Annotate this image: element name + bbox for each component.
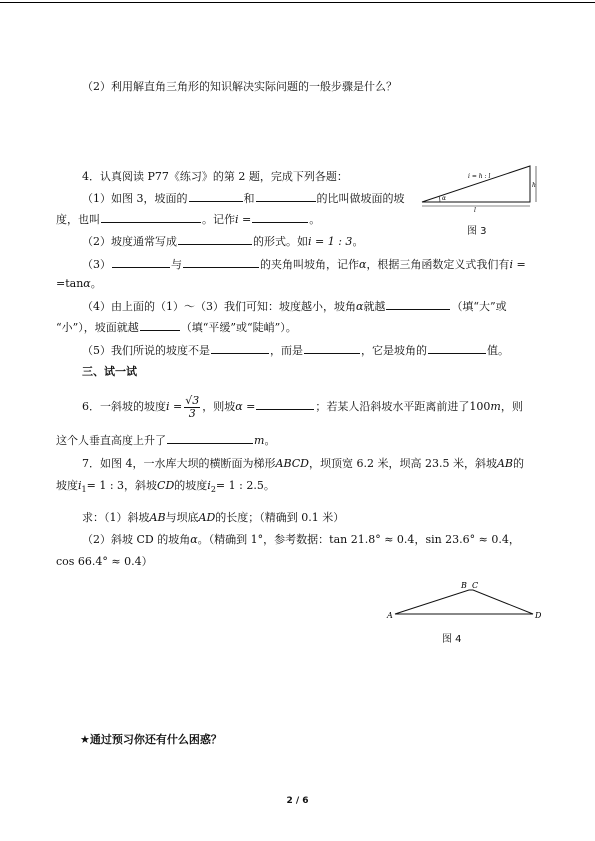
answer-blank bbox=[112, 256, 170, 268]
math-cos: cos 66.4° ≈ 0.4 bbox=[56, 555, 142, 568]
section-3-title: 三、试一试 bbox=[82, 365, 137, 378]
angle-arc bbox=[439, 196, 440, 202]
question-4-part1-line1 bbox=[82, 190, 405, 207]
slope-label: i = h : l bbox=[468, 173, 491, 180]
text: 。 bbox=[264, 434, 276, 447]
text: 的形式。如 bbox=[253, 235, 308, 248]
text: ；若某人沿斜坡水平距离前进了 bbox=[315, 400, 470, 413]
math-ratio: i = 1 : 3 bbox=[308, 235, 353, 248]
text: 与 bbox=[171, 258, 182, 271]
vertex-b-label: B bbox=[461, 581, 467, 590]
text: ，则坡 bbox=[202, 400, 236, 413]
text: 的比叫做坡面的坡 bbox=[316, 192, 405, 205]
text: 。 bbox=[309, 213, 321, 226]
question-4-part3-line1 bbox=[82, 256, 526, 273]
question-6-line2 bbox=[56, 432, 275, 449]
question-6-line1 bbox=[82, 392, 523, 422]
text: （4）由上面的（1）～（3）我们可知：坡度越小，坡角 bbox=[82, 300, 356, 313]
page-number: 2 / 6 bbox=[286, 796, 309, 806]
length-label: l bbox=[474, 207, 476, 214]
math-i: i bbox=[78, 479, 82, 492]
answer-blank bbox=[167, 432, 253, 444]
math-cd: CD bbox=[157, 479, 175, 492]
text: 。 bbox=[90, 277, 102, 290]
text: 值。 bbox=[487, 344, 509, 357]
answer-blank bbox=[189, 190, 243, 202]
question-4-part2 bbox=[82, 233, 363, 250]
text: 求：（1）斜坡 bbox=[82, 511, 150, 524]
question-4-part4-line1 bbox=[82, 298, 507, 315]
text: 6．一斜坡的坡度 bbox=[82, 400, 166, 413]
vertex-d-label: D bbox=[535, 611, 542, 620]
fraction-sqrt3-over-3 bbox=[184, 395, 200, 420]
answer-blank bbox=[101, 211, 201, 223]
figure-4-caption: 图 4 bbox=[442, 634, 462, 645]
text: （1）如图 3，坡面的 bbox=[82, 192, 188, 205]
text: 。 bbox=[352, 235, 364, 248]
text: （5）我们所说的坡度不是 bbox=[82, 344, 210, 357]
answer-blank bbox=[256, 398, 314, 410]
math-i: i = bbox=[235, 213, 252, 226]
math-sin: sin 23.6° ≈ 0.4 bbox=[425, 533, 509, 546]
fraction-numerator: √3 bbox=[185, 393, 200, 407]
alpha-label: α bbox=[442, 195, 447, 202]
height-label: h bbox=[532, 182, 536, 189]
figure-4-dam-diagram bbox=[387, 580, 547, 620]
question-4-part1-line2 bbox=[56, 211, 320, 228]
answer-blank bbox=[183, 256, 259, 268]
text: 的 bbox=[512, 457, 524, 470]
figure-3-caption: 图 3 bbox=[467, 226, 487, 237]
text: ， bbox=[414, 533, 426, 546]
text: 。（精确到 1°，参考数据： bbox=[197, 533, 330, 546]
figure-3-slope-diagram bbox=[418, 160, 538, 214]
text: 的夹角叫坡角，记作 bbox=[260, 258, 359, 271]
text: 的长度；（精确到 0.1 米） bbox=[215, 511, 345, 524]
slope-triangle bbox=[422, 166, 530, 202]
math-ab: AB bbox=[149, 511, 166, 524]
reflection-prompt: ★通过预习你还有什么困惑？ bbox=[80, 733, 222, 746]
text: （填“大”或 bbox=[451, 300, 507, 313]
answer-blank bbox=[256, 190, 316, 202]
answer-blank bbox=[211, 342, 269, 354]
math-alpha: α = bbox=[235, 400, 256, 413]
subscript: 2 bbox=[210, 485, 216, 495]
text: = 1 : 2.5。 bbox=[215, 479, 275, 492]
fraction-denominator: 3 bbox=[188, 406, 196, 420]
math-alpha: α bbox=[83, 277, 91, 290]
text: 7．如图 4，一水库大坝的横断面为梯形 bbox=[82, 457, 276, 470]
subscript: 1 bbox=[81, 485, 87, 495]
math-alpha: α bbox=[359, 258, 367, 271]
math-unit: m bbox=[490, 400, 501, 413]
question-2-text: （2）利用解直角三角形的知识解决实际问题的一般步骤是什么？ bbox=[82, 80, 397, 93]
text: ，它是坡角的 bbox=[361, 344, 427, 357]
text: ，则 bbox=[500, 400, 523, 413]
question-7-line2 bbox=[56, 478, 275, 498]
question-4-intro: 4．认真阅读 P77《练习》的第 2 题，完成下列各题： bbox=[82, 170, 348, 183]
question-4-part3-line2 bbox=[56, 276, 102, 292]
text: 坡度 bbox=[56, 479, 78, 492]
text: 和 bbox=[243, 192, 255, 205]
question-7-ask2 bbox=[82, 532, 520, 548]
math-alpha: α bbox=[190, 533, 198, 546]
text: 就越 bbox=[363, 300, 386, 313]
header-rule bbox=[0, 2, 595, 3]
text: （3） bbox=[82, 258, 111, 271]
math-ab: AB bbox=[496, 457, 513, 470]
math-i: i = bbox=[166, 400, 183, 413]
vertex-c-label: C bbox=[472, 581, 479, 590]
question-4-part5 bbox=[82, 342, 509, 359]
vertex-a-label: A bbox=[387, 611, 393, 620]
answer-blank bbox=[304, 342, 360, 354]
text: ，根据三角函数定义式我们有 bbox=[366, 258, 510, 271]
question-7-ask1 bbox=[82, 510, 344, 526]
question-4-part4-line2 bbox=[56, 319, 297, 336]
answer-blank bbox=[428, 342, 486, 354]
math-i: i bbox=[207, 479, 211, 492]
trapezoid-abcd bbox=[395, 590, 533, 614]
text: 100 bbox=[469, 400, 491, 413]
math-abcd: ABCD bbox=[275, 457, 309, 470]
text: = 1 : 3，斜坡 bbox=[86, 479, 158, 492]
text: =tan bbox=[56, 277, 84, 290]
text: 与坝底 bbox=[165, 511, 199, 524]
text: “小”），坡面就越 bbox=[56, 321, 139, 334]
text: （2）坡度通常写成 bbox=[82, 235, 177, 248]
text: 。记作 bbox=[202, 213, 235, 226]
answer-blank bbox=[252, 211, 308, 223]
text: （2）斜坡 CD 的坡角 bbox=[82, 533, 191, 546]
text: ，而是 bbox=[270, 344, 303, 357]
text: ， bbox=[508, 533, 520, 546]
text: （填“平缓”或“陡峭”）。 bbox=[180, 321, 297, 334]
text: 的坡度 bbox=[174, 479, 208, 492]
math-tan: tan 21.8° ≈ 0.4 bbox=[329, 533, 415, 546]
question-7-line1 bbox=[82, 456, 524, 472]
text: 这个人垂直高度上升了 bbox=[56, 434, 166, 447]
text: 度，也叫 bbox=[56, 213, 100, 226]
answer-blank bbox=[140, 319, 180, 331]
answer-blank bbox=[386, 298, 450, 310]
math-alpha: α bbox=[356, 300, 364, 313]
math-ad: AD bbox=[198, 511, 216, 524]
question-7-ask2-cont bbox=[56, 554, 153, 570]
text: ） bbox=[141, 555, 153, 568]
text: ，坝顶宽 6.2 米，坝高 23.5 米，斜坡 bbox=[308, 457, 497, 470]
answer-blank bbox=[178, 233, 252, 245]
math-unit: m bbox=[254, 434, 265, 447]
math-i: i = bbox=[509, 258, 526, 271]
